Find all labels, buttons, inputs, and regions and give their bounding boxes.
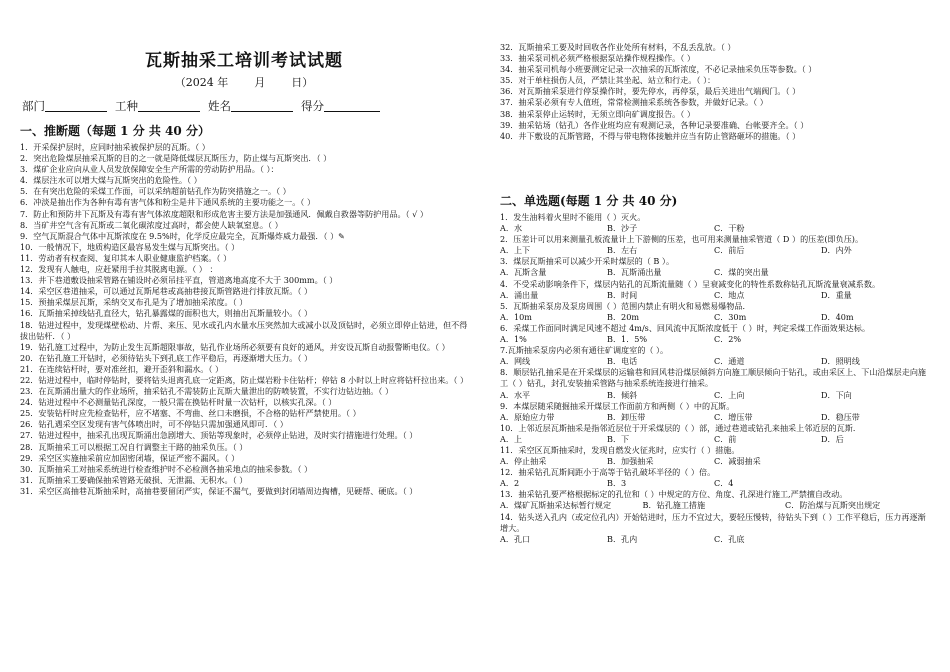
question-item: 4．不受采动影响条件下，煤层内钻孔的瓦斯流量随（ ）呈衰减变化的特性系数称钻孔瓦斯流量衰减系数。	[500, 278, 881, 289]
option-item: C．通道	[714, 356, 745, 367]
question-item: 2．突出危险煤层抽采瓦斯的目的之一就是降低煤层瓦斯压力，防止煤与瓦斯突出．（ ）	[20, 153, 332, 164]
question-item: 4．煤层注水可以增大煤与瓦斯突出的危险性。（ ）	[20, 175, 202, 186]
field-blank[interactable]	[45, 99, 107, 112]
option-item: A．1%	[500, 334, 527, 345]
option-row	[500, 390, 928, 401]
question-item: 6．采煤工作面同时满足风速不超过 4m/s、回风流中瓦斯浓度低于（ ）时，判定采煤工作面效果达标。	[500, 322, 870, 333]
question-item: 31．瓦斯抽采工要确保抽采管路无破损、无泄漏、无积水。（ ）	[20, 474, 248, 485]
question-item: 7．防止和预防井下瓦斯及有毒有害气体浓度超限和形成危害主要方法是加强通风．佩戴自救器等防护用品。（ √ ）	[20, 208, 429, 219]
option-row	[500, 534, 928, 545]
option-row	[500, 223, 928, 234]
question-item: 5．瓦斯抽采泵房及泵房周围（ ）范围内禁止有明火和易燃易爆物品．	[500, 300, 751, 311]
option-row	[500, 412, 928, 423]
option-item: A．停止抽采	[500, 456, 547, 467]
option-item: B．1．5%	[607, 334, 648, 345]
question-item: 37．抽采泵必须有专人值班，常常检测抽采系统各参数，并做好记录。（ ）	[500, 97, 768, 108]
question-item: 33．抽采泵司机必须严格根据泵站操作规程操作。（ ）	[500, 53, 695, 64]
info-fields	[22, 98, 388, 114]
date-day: 日）	[291, 76, 314, 89]
option-item: A．2	[500, 478, 520, 489]
question-item: 22．钻进过程中，临时停钻时，要将钻头退离孔底一定距离，防止煤岩粉卡住钻杆；停钻 8 小时以上时应将钻杆拉出来。（ ）	[20, 374, 469, 385]
option-row	[500, 434, 928, 445]
option-item: A．涌出量	[500, 289, 539, 300]
field-label: 部门	[22, 99, 45, 113]
question-item: 12．抽采钻孔瓦斯间距小于高等于钻孔破坏半径的（ ）倍。	[500, 467, 716, 478]
field-label: 得分	[301, 99, 324, 113]
option-row	[500, 478, 928, 489]
option-item: B．左右	[607, 245, 638, 256]
option-item: C．4	[714, 478, 734, 489]
question-item: 16．瓦斯抽采掉线钻孔直径大，钻孔暴露煤的面积也大，则抽出瓦斯量较小。（ ）	[20, 308, 313, 319]
option-item: C．前后	[714, 245, 745, 256]
single-choice-list	[500, 212, 928, 545]
question-item: 29．采空区实施抽采前应加固密闭墙，保证严密不漏风。（ ）	[20, 452, 240, 463]
option-item: B．电话	[607, 356, 638, 367]
option-row	[500, 500, 928, 511]
option-item: A．原始应力带	[500, 411, 555, 422]
option-row	[500, 267, 928, 278]
question-item: 24．钻进过程中不必测量钻孔深度，一般只需在换钻杆时量一次钻杆，以核实孔深。（ ）	[20, 397, 337, 408]
date-month: 月	[254, 76, 266, 89]
date-year: （2024 年	[174, 76, 229, 89]
question-item: 36．对瓦斯抽采泵进行停泵操作时，要先停水，再停泵，最后关进出气端阀门。（ ）	[500, 86, 801, 97]
option-row	[500, 334, 928, 345]
question-item: 39．抽采钻场（钻孔）各作业班均应有观测记录，各种记录要准确、台帐要齐全。（ ）	[500, 119, 809, 130]
question-item: 28．瓦斯抽采工可以根据工况自行调整主干路的抽采负压。（ ）	[20, 441, 248, 452]
option-item: B．20m	[607, 311, 640, 322]
question-item: 2．压差计可以用来测量孔板流量计上下游侧的压差，也可用来测量抽采管道（ D ）的压差(即负压)。	[500, 234, 864, 245]
question-item: 18．钻进过程中，发现煤壁松动、片帮、来压、见水或孔内水量水压突然加大或减小以及顶钻时，必须立即停止钻进，但不得拔出钻杆．（ ）	[20, 319, 468, 341]
option-row	[500, 245, 928, 256]
question-item: 25．安装钻杆时应先检查钻杆，应不堵塞、不弯曲、丝口未磨损，不合格的钻杆严禁使用。（ ）	[20, 408, 361, 419]
option-item: D．照明线	[821, 356, 860, 367]
question-item: 3．煤层瓦斯抽采可以减少开采时煤层的（ B ）。	[500, 256, 675, 267]
question-item: 34．抽采泵司机每小班要测定记录一次抽采的瓦斯浓度，不必记录抽采负压等参数。（ ）	[500, 64, 817, 75]
option-item: B．下	[607, 433, 630, 444]
section-judgment-title: 一、推断题（每题 1 分 共 40 分）	[20, 124, 210, 138]
option-item: B．钻孔施工措施	[642, 500, 706, 511]
option-item: C．2%	[714, 334, 742, 345]
option-item: A．孔口	[500, 533, 531, 544]
option-item: A．网线	[500, 356, 531, 367]
question-item: 13．井下巷道敷设抽采管路在铺设时必须吊挂平直，管道离地高度不大于 300mm。（ ）	[20, 275, 338, 286]
option-item: A．瓦斯含量	[500, 267, 547, 278]
question-item: 10．一般情况下，地质构造区最容易发生煤与瓦斯突出。（ ）	[20, 241, 240, 252]
question-item: 9．本煤层随采随掘抽采开煤层工作面前方和两侧（ ）中的瓦斯。	[500, 400, 735, 411]
question-item: 38．抽采泵停止运转时，无须立即向矿调度报告。（ ）	[500, 108, 695, 119]
option-item: B．孔内	[607, 533, 638, 544]
field-blank[interactable]	[324, 99, 380, 112]
option-item: C．干粉	[714, 223, 745, 234]
option-item: C．前	[714, 433, 737, 444]
question-item: 1．开采保护层时，应同时抽采被保护层的瓦斯。（ ）	[20, 142, 210, 152]
question-item: 8．当矿井空气含有瓦斯或二氧化碳浓度过高时，都会使人缺氧窒息。（ ）	[20, 219, 283, 230]
question-item: 6．冲淡是抽出作为各种有毒有害气体和粉尘是井下通风系统的主要功能之一。（ ）	[20, 197, 316, 208]
question-item: 26．钻孔遇采空区发现有害气体喷出时，可不停钻只需加强通风即可．（ ）	[20, 419, 288, 430]
option-item: B．加强抽采	[607, 456, 654, 467]
option-item: C．地点	[714, 289, 745, 300]
option-item: B．瓦斯涌出量	[607, 267, 662, 278]
question-item: 30．瓦斯抽采工对抽采系统进行检查维护时不必检测各抽采地点的抽采参数。（ ）	[20, 463, 313, 474]
question-item: 14．钻头送入孔内（或定位孔内）开始钻进时，压力不宜过大，要轻压慢转，待钻头下到（ ）工作平稳后，压力再逐渐增大。	[500, 511, 926, 533]
field-blank[interactable]	[138, 99, 200, 112]
question-item: 1．发生油料着火里时不能用（ ）灭火。	[500, 212, 646, 222]
option-item: A．水平	[500, 389, 531, 400]
option-row	[500, 356, 928, 367]
option-item: C．孔底	[714, 533, 745, 544]
question-item: 11．劳动者有权查阅、复印其本人职业健康监护档案。（ ）	[20, 252, 232, 263]
exam-title: 瓦斯抽采工培训考试试题	[145, 51, 343, 71]
question-item: 31．采空区高抽巷瓦斯抽采时，高抽巷要留闭严实，保证不漏气，要做到封闭墙周边掏槽，见硬帮、硬底。（ ）	[20, 485, 418, 496]
question-item: 5．在有突出危险的采煤工作面，可以采纳超前钻孔作为防突措施之一。（ ）	[20, 186, 291, 197]
question-item: 11．采空区瓦斯抽采时，发现自燃发火征兆时，应实行（ ）措施。	[500, 444, 740, 455]
question-item: 10．上邻近层瓦斯抽采是指邻近层位于开采煤层的（ ）部，通过巷道或钻孔来抽采上邻近层的瓦斯．	[500, 422, 861, 433]
question-item: 23．在瓦斯涌出量大的作业场所，抽采钻孔不需装防止瓦斯大量泄出的防喷装置，不实行边钻边抽。（ ）	[20, 386, 394, 397]
option-item: D．内外	[821, 245, 852, 256]
option-item: C．30m	[714, 311, 747, 322]
question-item: 13．抽采钻孔要严格根据标定的孔位和（ ）中规定的方位、角度、孔深进行施工,严禁擅自改动。	[500, 489, 848, 500]
question-item: 27．钻进过程中，抽采孔出现瓦斯涌出急剧增大、顶钻等现象时，必须停止钻进，及时实行措施进行处理。（ ）	[20, 430, 418, 441]
option-item: D．下向	[821, 389, 852, 400]
question-item: 3．煤矿企业应向从业人员发放保障安全生产所需的劳动防护用品。（ ）：	[20, 164, 279, 175]
field-blank[interactable]	[231, 99, 293, 112]
option-item: C．上向	[714, 389, 745, 400]
question-item: 19．钻孔施工过程中，为防止发生瓦斯超限事故，钻孔作业场所必须要有良好的通风，并安设瓦斯自动报警断电仪。（ ）	[20, 341, 450, 352]
question-item: 20．在钻孔施工开钻时，必须待钻头下到孔底工作平稳后，再逐渐增大压力。（ ）	[20, 352, 313, 363]
question-item: 8．顺层钻孔抽采是在开采煤层的运输巷和回风巷沿煤层倾斜方向施工顺层倾向于钻孔，或由采区上、下山沿煤层走向施工（ ）钻孔，封孔安装抽采管路与抽采系统连接进行抽采。	[500, 367, 927, 389]
judgment-list-right	[500, 42, 928, 142]
option-item: A．10m	[500, 311, 532, 322]
option-item: C．增压带	[714, 411, 753, 422]
question-item: 14．采空区巷道抽采，可以通过瓦斯尾巷或高抽巷接瓦斯管路进行排放瓦斯。（ ）	[20, 286, 313, 297]
question-item: 7.瓦斯抽采泵房内必须有通往矿调度室的（ ）。	[500, 345, 669, 356]
field-label: 姓名	[208, 99, 231, 113]
question-item: 21．在连续钻杆时，要对准丝扣，避开歪斜和漏水。（ ）	[20, 363, 224, 374]
question-item: 35．对于单柱损伤人员，严禁让其坐起、站立和行走。（ ）：	[500, 75, 716, 86]
option-item: B．倾斜	[607, 389, 638, 400]
option-item: B．沙子	[607, 223, 638, 234]
judgment-list-left	[20, 142, 470, 497]
option-item: B．卸压带	[607, 411, 646, 422]
field-label: 工种	[115, 99, 138, 113]
option-item: C．防治煤与瓦斯突出规定	[785, 500, 881, 511]
option-row	[500, 456, 928, 467]
question-item: 12．发现有人触电，应赶紧用手拉其脱离电源。（ ） ：	[20, 264, 218, 275]
option-item: A．煤矿瓦斯抽采达标暂行规定	[500, 500, 612, 511]
option-row	[500, 290, 928, 301]
option-item: A．上下	[500, 245, 531, 256]
exam-date	[18, 74, 470, 90]
option-item: B．时间	[607, 289, 638, 300]
section-single-choice-title: 二、单选题(每题 1 分 共 40 分)	[500, 194, 678, 208]
option-item: D．稳压带	[821, 411, 860, 422]
option-item: A．上	[500, 433, 523, 444]
option-item: B．3	[607, 478, 627, 489]
option-item: C．煤的突出量	[714, 267, 769, 278]
option-item: D．后	[821, 433, 844, 444]
question-item: 9．空气瓦斯混合气体中瓦斯浓度在 9.5%时，化学反应最完全，瓦斯爆炸威力最强．（ ）✎	[20, 230, 345, 241]
option-item: D．40m	[821, 311, 854, 322]
question-item: 32．瓦斯抽采工要及时回收各作业处所有材料，不乱丢乱放。（ ）	[500, 42, 736, 52]
option-item: A．水	[500, 223, 523, 234]
option-item: D．重量	[821, 289, 852, 300]
option-item: C．减弱抽采	[714, 456, 761, 467]
question-item: 15．预抽采煤层瓦斯，采纳交叉布孔是为了增加抽采浓度。（ ）	[20, 297, 248, 308]
question-item: 40．井下敷设的瓦斯管路，不得与带电物体接触并应当有防止管路砸坏的措施。（ ）	[500, 130, 801, 141]
option-row	[500, 312, 928, 323]
